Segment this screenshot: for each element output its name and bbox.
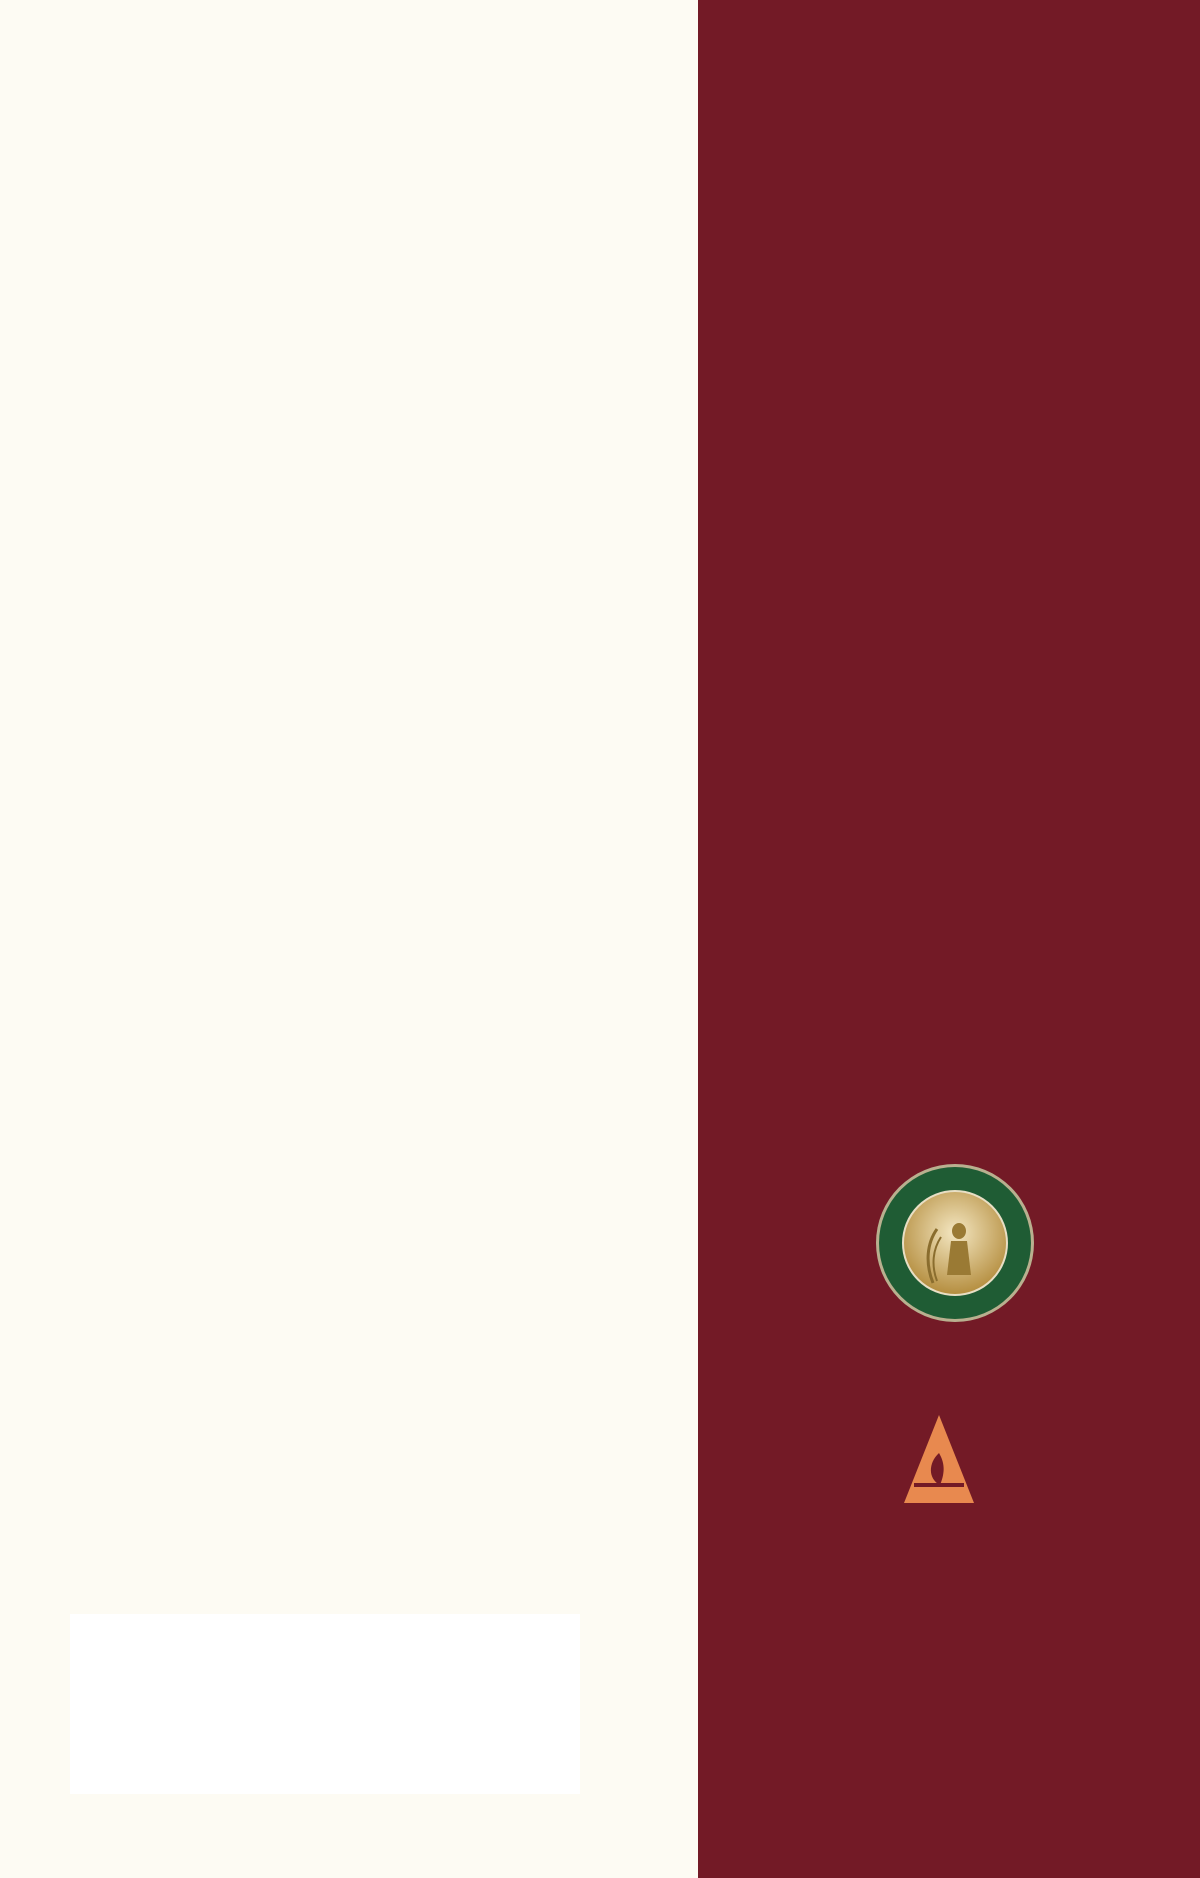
award-seal <box>875 1163 1035 1323</box>
back-cover-spine-panel <box>698 0 1200 1878</box>
isbn-barcode <box>70 1614 580 1794</box>
azbooka-logo-icon <box>904 1415 974 1505</box>
barcode-bars <box>70 1614 580 1794</box>
